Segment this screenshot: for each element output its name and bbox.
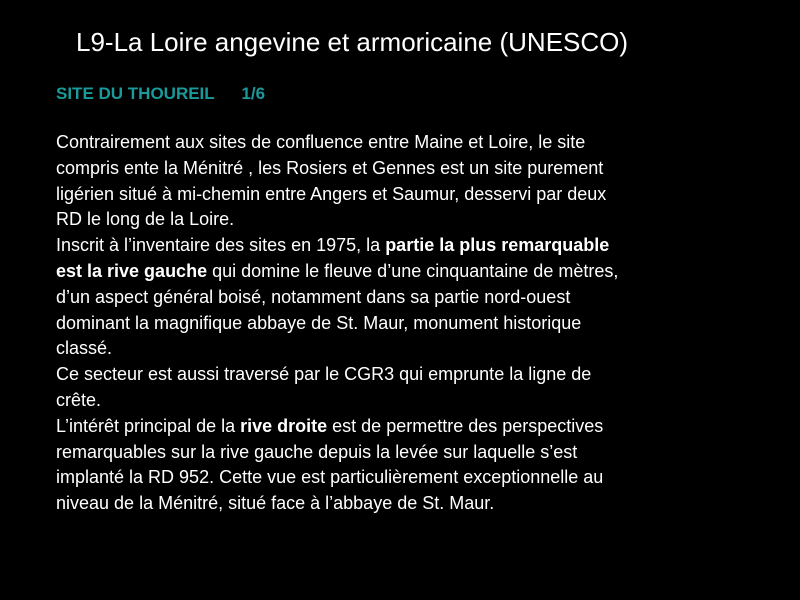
body-line	[56, 491, 756, 517]
section-name: SITE DU THOUREIL	[56, 84, 215, 103]
body-line	[56, 440, 756, 466]
body-line	[56, 465, 756, 491]
body-text-run: L’intérêt principal de la	[56, 415, 241, 436]
emphasis-text: rive droite	[240, 415, 328, 436]
body-text-run: qui domine le fleuve d’une cinquantaine de mètres,	[207, 260, 619, 281]
body-line	[56, 336, 756, 362]
body-line	[56, 156, 756, 182]
body-line	[56, 233, 756, 259]
body-text-run: remarquables sur la rive gauche depuis la levée sur laquelle s’est	[56, 441, 578, 462]
body-text-run: Ce secteur est aussi traversé par le CGR3 qui emprunte la ligne de	[56, 364, 592, 385]
body-text-run: niveau de la Ménitré, situé face à l’abbaye de St. Maur.	[56, 493, 495, 514]
section-page-number: 1/6	[241, 84, 266, 103]
body-line	[56, 362, 756, 388]
body-text-run: crête.	[56, 389, 102, 410]
body-line	[56, 285, 756, 311]
emphasis-text: partie la plus remarquable	[385, 235, 610, 256]
body-line	[56, 207, 756, 233]
body-text-run: ligérien situé à mi-chemin entre Angers et Saumur, desservi par deux	[56, 183, 607, 204]
body-text-run: Inscrit à l’inventaire des sites en 1975, la	[56, 235, 386, 256]
body-line	[56, 259, 756, 285]
body-line	[56, 388, 756, 414]
body-text-run: Contrairement aux sites de confluence entre Maine et Loire, le site	[56, 132, 586, 152]
slide-title: L9-La Loire angevine et armoricaine (UNESCO)	[76, 27, 629, 57]
body-text-run: dominant la magnifique abbaye de St. Maur, monument historique	[56, 312, 582, 333]
body-line	[56, 311, 756, 337]
body-text-run: compris ente la Ménitré , les Rosiers et Gennes est un site purement	[56, 157, 604, 178]
body-line	[56, 182, 756, 208]
body-text	[56, 130, 756, 517]
body-text-run: RD le long de la Loire.	[56, 209, 235, 230]
body-line	[56, 414, 756, 440]
body-text-run: classé.	[56, 338, 113, 359]
body-text-run: implanté la RD 952. Cette vue est particulièrement exceptionnelle au	[56, 467, 604, 488]
section-header	[56, 82, 265, 106]
body-text-run: est de permettre des perspectives	[327, 415, 604, 436]
body-text-run: d’un aspect général boisé, notamment dans sa partie nord-ouest	[56, 286, 571, 307]
body-line	[56, 130, 756, 156]
emphasis-text: est la rive gauche	[56, 260, 208, 281]
